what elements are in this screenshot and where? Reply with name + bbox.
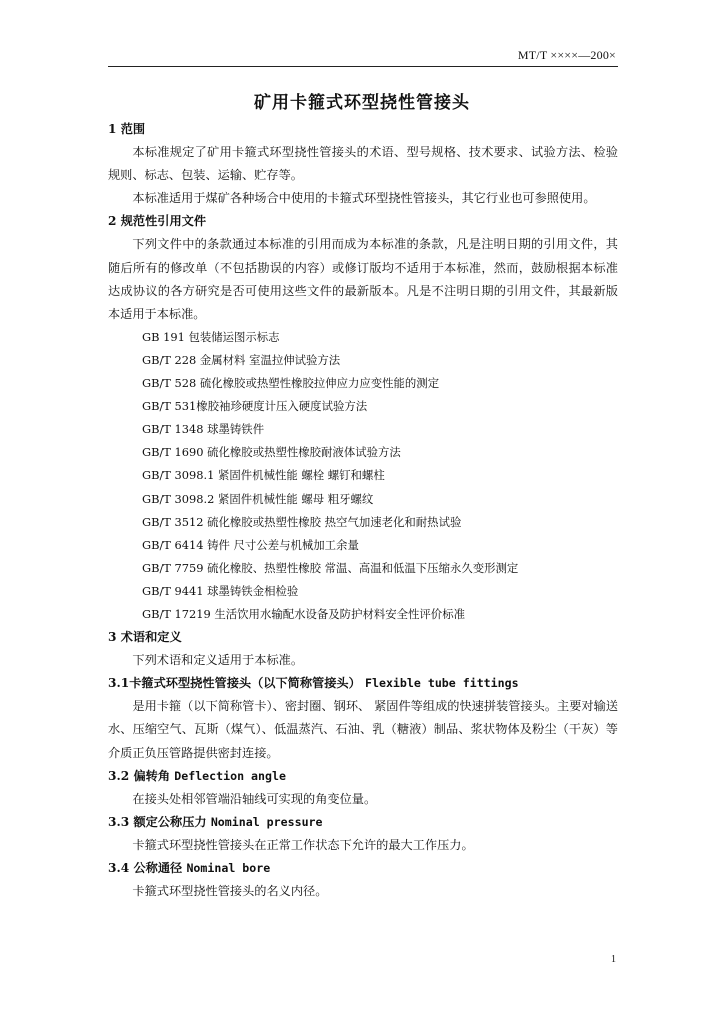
term-3-3-title: 3.3 额定公称压力 <box>108 814 207 829</box>
section-3-intro: 下列术语和定义适用于本标准。 <box>132 653 304 668</box>
document-title: 矿用卡箍式环型挠性管接头 <box>254 93 470 113</box>
reference-item: GB/T 1348 球墨铸铁件 <box>142 422 265 437</box>
reference-item: GB/T 228 金属材料 室温拉伸试验方法 <box>142 352 341 367</box>
document-body <box>108 118 618 903</box>
term-3-3-heading <box>108 811 618 834</box>
reference-item: GB/T 7759 硫化橡胶、热塑性橡胶 常温、高温和低温下压缩永久变形测定 <box>142 560 519 575</box>
term-3-4-english: Nominal bore <box>186 861 271 875</box>
reference-item: GB/T 528 硫化橡胶或热塑性橡胶拉伸应力应变性能的测定 <box>142 376 440 391</box>
term-3-3-english: Nominal pressure <box>210 814 323 829</box>
section-1-paragraph-1: 本标准规定了矿用卡箍式环型挠性管接头的术语、型号规格、技术要求、试验方法、检验规则、标志、包装、运输、贮存等。 <box>108 145 618 183</box>
term-3-1-english: Flexible tube fittings <box>365 676 519 691</box>
term-3-3-definition: 卡箍式环型挠性管接头在正常工作状态下允许的最大工作压力。 <box>132 837 474 852</box>
term-3-2-english: Deflection angle <box>174 768 286 783</box>
reference-item: GB 191 包装储运图示标志 <box>142 329 280 344</box>
section-2-paragraph: 下列文件中的条款通过本标准的引用而成为本标准的条款，凡是注明日期的引用文件，其随后所有的修改单（不包括勘误的内容）或修订版均不适用于本标准，然而，鼓励根据本标准达成协议的各方研究是否可使用这些文件的最新版本。凡是不注明日期的引用文件，其最新版本适用于本标准。 <box>108 237 618 321</box>
page-number: 1 <box>611 954 616 965</box>
term-3-1-definition: 是用卡箍（以下简称管卡）、密封圈、钢环、 紧固件等组成的快速拼装管接头。主要对输送水、压缩空气、瓦斯（煤气）、低温蒸汽、石油、乳（糖液）制品、浆状物体及粉尘（干灰）等介质正负压管路提供密封连接。 <box>108 699 618 760</box>
reference-item: GB/T 3098.1 紧固件机械性能 螺栓 螺钉和螺柱 <box>142 468 385 483</box>
reference-item: GB/T 3098.2 紧固件机械性能 螺母 粗牙螺纹 <box>142 491 374 506</box>
section-2-heading: 2 规范性引用文件 <box>108 214 207 229</box>
reference-item: GB/T 3512 硫化橡胶或热塑性橡胶 热空气加速老化和耐热试验 <box>142 514 462 529</box>
term-3-2-heading <box>108 765 618 788</box>
standard-code: MT/T ××××—200× <box>517 48 616 62</box>
reference-item: GB/T 6414 铸件 尺寸公差与机械加工余量 <box>142 537 359 552</box>
term-3-1-heading <box>108 672 618 695</box>
reference-item: GB/T 17219 生活饮用水输配水设备及防护材料安全性评价标准 <box>142 606 465 621</box>
reference-item: GB/T 531橡胶袖珍硬度计压入硬度试验方法 <box>142 399 368 414</box>
header-rule <box>108 66 618 67</box>
section-3-heading: 3 术语和定义 <box>108 630 182 645</box>
term-3-4-definition: 卡箍式环型挠性管接头的名义内径。 <box>132 884 328 899</box>
reference-item: GB/T 1690 硫化橡胶或热塑性橡胶耐液体试验方法 <box>142 445 401 460</box>
reference-item: GB/T 9441 球墨铸铁金相检验 <box>142 583 299 598</box>
term-3-2-title: 3.2 偏转角 <box>108 768 171 783</box>
section-1-heading: 1 范围 <box>108 122 146 136</box>
term-3-4-title: 3.4 公称通径 <box>108 861 183 875</box>
term-3-1-title: 3.1卡箍式环型挠性管接头（以下简称管接头） <box>108 676 361 691</box>
term-3-4-heading <box>108 857 618 880</box>
term-3-2-definition: 在接头处相邻管端沿轴线可实现的角变位量。 <box>132 791 377 806</box>
section-1-paragraph-2: 本标准适用于煤矿各种场合中使用的卡箍式环型挠性管接头，其它行业也可参照使用。 <box>132 191 596 206</box>
